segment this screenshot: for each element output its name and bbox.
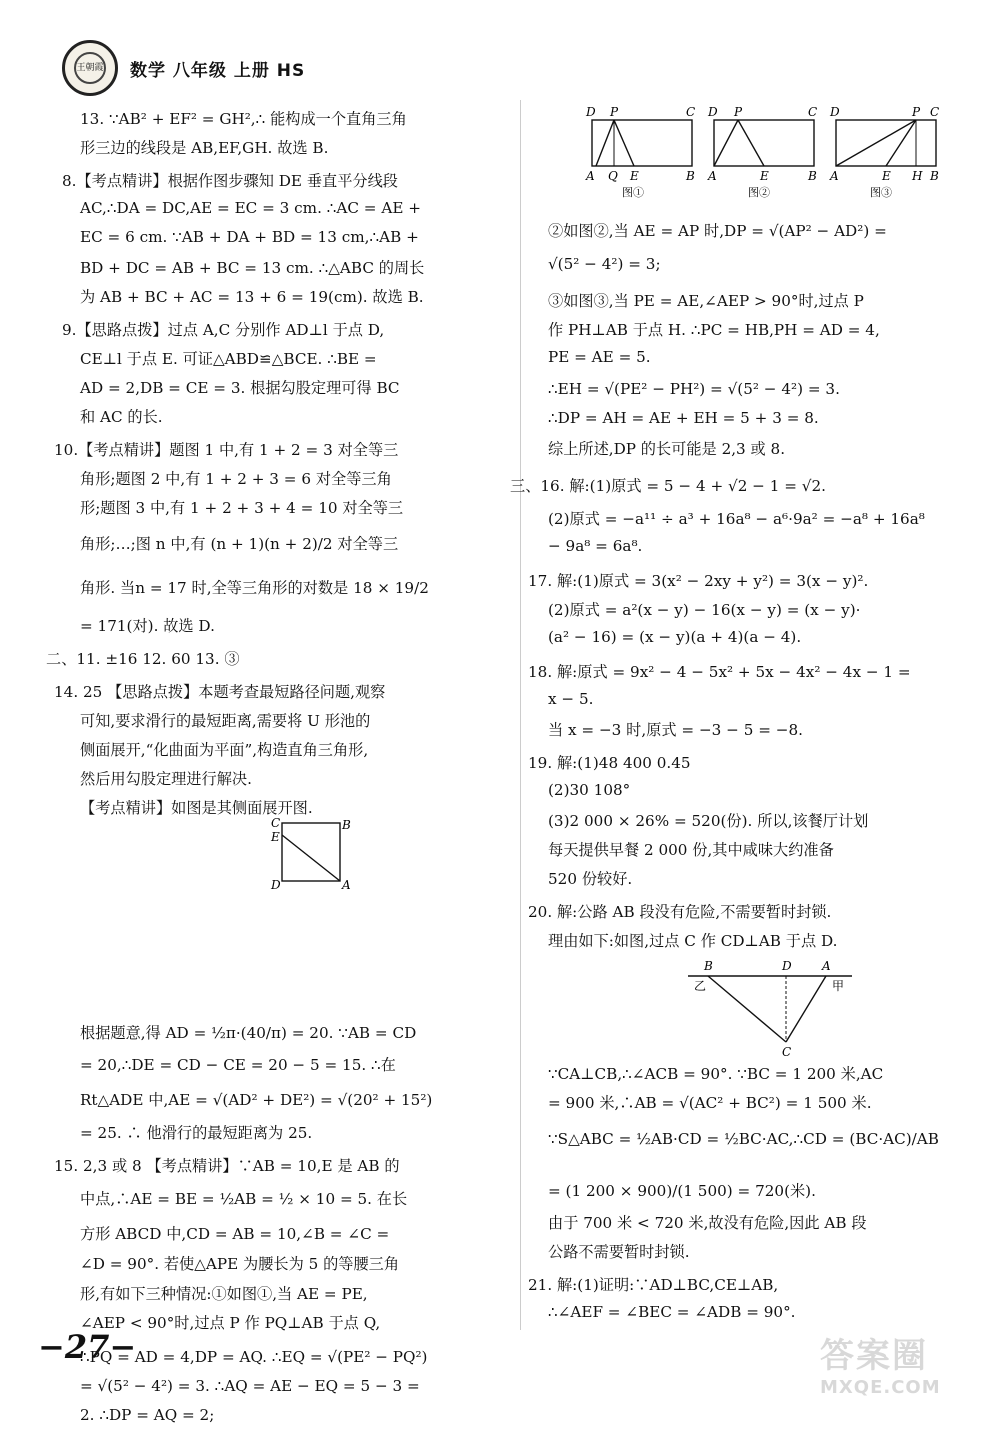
left_lines-line: = 25. ∴ 他滑行的最短距离为 25. [80, 1124, 313, 1142]
right_lines-line: ②如图②,当 AE = AP 时,DP = √(AP² − AD²) = [548, 222, 887, 240]
label-C: C [782, 1045, 792, 1059]
figure-square [262, 815, 362, 895]
left_lines-line: ∴PQ = AD = 4,DP = AQ. ∴EQ = √(PE² − PQ²) [80, 1348, 428, 1366]
label-B: B [930, 169, 939, 183]
left_lines-line: 【考点精讲】如图是其侧面展开图. [80, 799, 313, 817]
column-divider [520, 100, 521, 1330]
right_lines-line: (2)30 108° [548, 781, 631, 799]
left_lines-line: 和 AC 的长. [80, 408, 163, 426]
right_lines-line: (a² − 16) = (x − y)(a + 4)(a − 4). [548, 628, 802, 646]
label-C: C [686, 105, 696, 119]
left_lines-line: AD = 2,DB = CE = 3. 根据勾股定理可得 BC [80, 379, 400, 397]
right_lines-line: − 9a⁸ = 6a⁸. [548, 537, 643, 555]
label-C: C [808, 105, 818, 119]
left_lines-line: ∠D = 90°. 若使△APE 为腰长为 5 的等腰三角 [80, 1255, 400, 1273]
left_lines-line: 为 AB + BC + AC = 13 + 6 = 19(cm). 故选 B. [80, 288, 424, 306]
right_lines-line: 理由如下:如图,过点 C 作 CD⊥AB 于点 D. [548, 932, 838, 950]
left_lines-line: ∠AEP < 90°时,过点 P 作 PQ⊥AB 于点 Q, [80, 1314, 381, 1332]
right_lines-line: ∵CA⊥CB,∴∠ACB = 90°. ∵BC = 1 200 米,AC [548, 1065, 884, 1083]
right_lines-line: 由于 700 米 < 720 米,故没有危险,因此 AB 段 [548, 1214, 867, 1232]
right_lines-line: 520 份较好. [548, 870, 633, 888]
left_lines-line: = 20,∴DE = CD − CE = 20 − 5 = 15. ∴在 [80, 1056, 396, 1074]
left_lines-line: CE⊥l 于点 E. 可证△ABD≌△BCE. ∴BE = [80, 350, 377, 368]
figure-2 [707, 105, 817, 199]
label-jia: 甲 [832, 979, 845, 993]
label-E: E [760, 169, 769, 183]
watermark-line1: 答案圈 [820, 1336, 928, 1376]
right_lines-line: (2)原式 = −a¹¹ ÷ a³ + 16a⁸ − a⁶·9a² = −a⁸ + 16a⁸ [548, 510, 925, 528]
left_lines-line: 10.【考点精讲】题图 1 中,有 1 + 2 = 3 对全等三 [54, 441, 399, 459]
left_lines-line: 2. ∴DP = AQ = 2; [80, 1406, 215, 1424]
left_lines-line: 9.【思路点拨】过点 A,C 分别作 AD⊥l 于点 D, [62, 321, 385, 339]
right_lines-line: = 900 米,∴AB = √(AC² + BC²) = 1 500 米. [548, 1094, 872, 1112]
right_lines-line: 当 x = −3 时,原式 = −3 − 5 = −8. [548, 721, 803, 739]
left_lines-line: 可知,要求滑行的最短距离,需要将 U 形池的 [80, 712, 371, 730]
label-P: P [912, 105, 921, 119]
left_lines-line: 中点,∴AE = BE = ½AB = ½ × 10 = 5. 在长 [80, 1190, 408, 1208]
label-D: D [586, 105, 596, 119]
right_lines-line: PE = AE = 5. [548, 348, 651, 366]
label-D: D [271, 878, 281, 892]
left_lines-line: 形,有如下三种情况:①如图①,当 AE = PE, [80, 1285, 368, 1303]
right_lines-line: 综上所述,DP 的长可能是 2,3 或 8. [548, 440, 786, 458]
right_lines-line: ∴EH = √(PE² − PH²) = √(5² − 4²) = 3. [548, 380, 840, 398]
label-D: D [782, 959, 792, 973]
left_lines-line: 14. 25 【思路点拨】本题考查最短路径问题,观察 [54, 683, 386, 701]
left_lines-line: EC = 6 cm. ∵AB + DA + BD = 13 cm,∴AB + [80, 228, 419, 246]
left_lines-line: 形三边的线段是 AB,EF,GH. 故选 B. [80, 139, 329, 157]
right_lines-line: 18. 解:原式 = 9x² − 4 − 5x² + 5x − 4x² − 4x − 1 = [528, 663, 911, 681]
label-H: H [912, 169, 923, 183]
right_lines-line: ∴DP = AH = AE + EH = 5 + 3 = 8. [548, 409, 819, 427]
left_lines-line: 方形 ABCD 中,CD = AB = 10,∠B = ∠C = [80, 1225, 390, 1243]
figure-1 [585, 105, 695, 199]
right_lines-line: ∵S△ABC = ½AB·CD = ½BC·AC,∴CD = (BC·AC)/AB [548, 1130, 939, 1148]
right_lines-line: ∴∠AEF = ∠BEC = ∠ADB = 90°. [548, 1303, 796, 1321]
left_lines-line: Rt△ADE 中,AE = √(AD² + DE²) = √(20² + 15²) [80, 1091, 433, 1109]
left_lines-line: 8.【考点精讲】根据作图步骤知 DE 垂直平分线段 [62, 172, 398, 190]
label-A: A [586, 169, 595, 183]
book-title: 数学 八年级 上册 HS [130, 61, 306, 81]
left_lines-line: AC,∴DA = DC,AE = EC = 3 cm. ∴AC = AE + [80, 199, 421, 217]
left_lines-line: 形;题图 3 中,有 1 + 2 + 3 + 4 = 10 对全等三 [80, 499, 404, 517]
right_lines-line: (2)原式 = a²(x − y) − 16(x − y) = (x − y)· [548, 601, 861, 619]
brand-logo [62, 40, 118, 96]
right_lines-line: √(5² − 4²) = 3; [548, 255, 661, 273]
right_lines-line: (3)2 000 × 26% = 520(份). 所以,该餐厅计划 [548, 812, 869, 830]
label-A: A [708, 169, 717, 183]
right_lines-line: x − 5. [548, 690, 594, 708]
label-B: B [342, 818, 351, 832]
left_lines-line: 根据题意,得 AD = ½π·(40/π) = 20. ∵AB = CD [80, 1024, 417, 1042]
fig1-caption: 图① [622, 186, 644, 199]
left_lines-line: 13. ∵AB² + EF² = GH²,∴ 能构成一个直角三角 [80, 110, 407, 128]
label-B: B [704, 959, 713, 973]
left_lines-line: BD + DC = AB + BC = 13 cm. ∴△ABC 的周长 [80, 259, 425, 277]
left_lines-line: = √(5² − 4²) = 3. ∴AQ = AE − EQ = 5 − 3 = [80, 1377, 420, 1395]
label-B: B [686, 169, 695, 183]
page-number: −27− [38, 1328, 137, 1366]
label-E: E [630, 169, 639, 183]
label-C: C [930, 105, 940, 119]
left_lines-line: 然后用勾股定理进行解决. [80, 770, 252, 788]
label-yi: 乙 [694, 979, 707, 993]
label-E: E [882, 169, 891, 183]
figure-3 [829, 105, 939, 199]
left_lines-line: 角形. 当n = 17 时,全等三角形的对数是 18 × 19/2 [80, 579, 429, 597]
watermark [820, 1328, 970, 1398]
right_lines-line: 公路不需要暂时封锁. [548, 1243, 690, 1261]
left_lines-line: 15. 2,3 或 8 【考点精讲】∵AB = 10,E 是 AB 的 [54, 1157, 400, 1175]
right_lines-line: 作 PH⊥AB 于点 H. ∴PC = HB,PH = AD = 4, [548, 321, 880, 339]
right_lines-line: ③如图③,当 PE = AE,∠AEP > 90°时,过点 P [548, 292, 864, 310]
label-A: A [822, 959, 831, 973]
figure-rectangles [582, 104, 952, 204]
left_lines-line: 角形;…;图 n 中,有 (n + 1)(n + 2)/2 对全等三 [80, 535, 399, 553]
watermark-line2: MXQE.COM [820, 1377, 941, 1398]
figure-road [686, 958, 866, 1068]
left_lines-line: 二、11. ±16 12. 60 13. ③ [46, 650, 240, 668]
label-P: P [610, 105, 619, 119]
label-Q: Q [608, 169, 618, 183]
label-A: A [342, 878, 351, 892]
label-B: B [808, 169, 817, 183]
label-E: E [271, 830, 280, 844]
label-D: D [830, 105, 840, 119]
label-P: P [734, 105, 743, 119]
logo-text: 王朝霞 [74, 52, 106, 84]
right_lines-line: 19. 解:(1)48 400 0.45 [528, 754, 691, 772]
page-header [62, 40, 942, 100]
fig2-caption: 图② [748, 186, 770, 199]
left_lines-line: 角形;题图 2 中,有 1 + 2 + 3 = 6 对全等三角 [80, 470, 392, 488]
label-A: A [830, 169, 839, 183]
label-D: D [708, 105, 718, 119]
right_lines-line: 每天提供早餐 2 000 份,其中咸味大约准备 [548, 841, 834, 859]
right_lines-line: = (1 200 × 900)/(1 500) = 720(米). [548, 1182, 816, 1200]
right_lines-line: 21. 解:(1)证明:∵AD⊥BC,CE⊥AB, [528, 1276, 779, 1294]
left_lines-line: = 171(对). 故选 D. [80, 617, 215, 635]
label-C: C [271, 816, 281, 830]
right_lines-line: 三、16. 解:(1)原式 = 5 − 4 + √2 − 1 = √2. [510, 477, 826, 495]
fig3-caption: 图③ [870, 186, 892, 199]
right_lines-line: 20. 解:公路 AB 段没有危险,不需要暂时封锁. [528, 903, 832, 921]
left_lines-line: 侧面展开,“化曲面为平面”,构造直角三角形, [80, 741, 369, 759]
right_lines-line: 17. 解:(1)原式 = 3(x² − 2xy + y²) = 3(x − y)². [528, 572, 869, 590]
